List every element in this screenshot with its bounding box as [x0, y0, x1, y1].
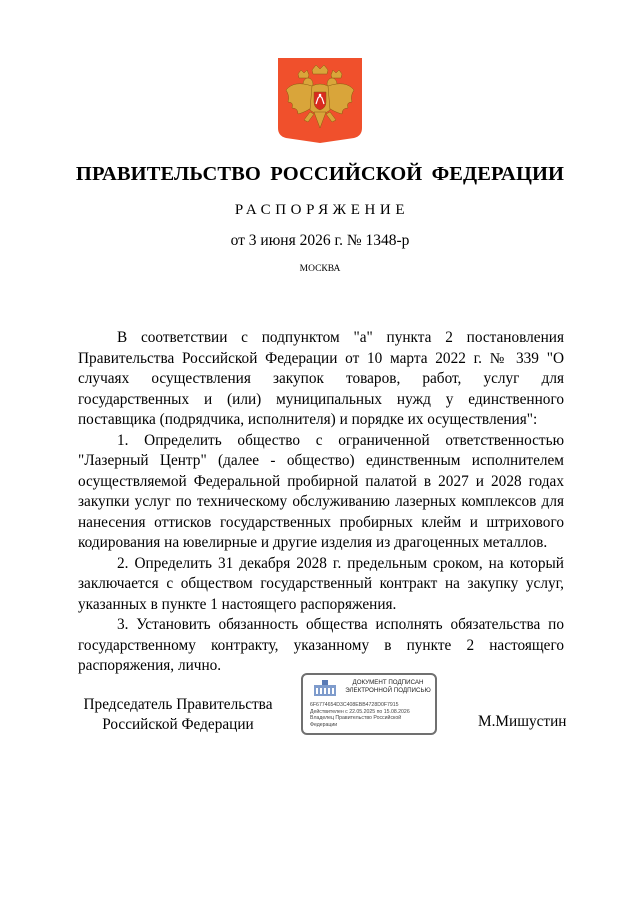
signatory-position — [78, 695, 278, 735]
stamp-validity: Действителен с 22.05.2025 по 15.08.2026 — [310, 708, 410, 715]
preamble-paragraph: В соответствии с подпунктом "а" пункта 2 постановления Правительства Российской Федерации от 10 марта 2022 г. № 339 "О случаях осуществления закупок товаров, работ, услуг для государственных и (или) муниципальных нужд у единственного поставщика (подрядчика, исполнителя) и порядке их осуществления": — [78, 329, 564, 428]
coat-of-arms-icon — [276, 56, 364, 144]
stamp-title-line1: ДОКУМЕНТ ПОДПИСАН — [352, 679, 424, 686]
clause-2-paragraph: 2. Определить 31 декабря 2028 г. предельным сроком, на который заключается с обществом государственный контракт на закупку услуг, указанных в пункте 1 настоящего распоряжения. — [78, 554, 564, 613]
stamp-owner-line1: Владелец Правительство Российской — [310, 715, 402, 722]
document-date-number: от 3 июня 2026 г. № 1348-р — [230, 232, 410, 249]
document-city: МОСКВА — [299, 264, 341, 274]
stamp-details — [310, 702, 436, 728]
clause-1-paragraph: 1. Определить общество с ограниченной ответственностью "Лазерный Центр" (далее - общество) единственным исполнителем осуществляемой Федеральной пробирной палатой в 2027 и 2028 годах закупки услуг по техническому обслуживанию лазерных комплексов для нанесения оттисков государственных пробирных клейм и штрихового кодирования на ювелирные и другие изделия из драгоценных металлов. — [78, 431, 564, 551]
signatory-name: М.Мишустин — [478, 713, 567, 730]
stamp-certificate: 6F6774654D3C408EBB4728D0F7915 — [310, 702, 399, 708]
electronic-signature-stamp — [301, 673, 437, 735]
signatory-position-line1: Председатель Правительства — [83, 696, 273, 713]
clause-3-paragraph: 3. Установить обязанность общества исполнять обязательства по государственному контракту, указанному в пункте 2 настоящего распоряжения, лично. — [78, 616, 564, 674]
government-building-icon — [313, 679, 337, 697]
document-body — [78, 328, 564, 677]
document-type: РАСПОРЯЖЕНИЕ — [234, 202, 410, 218]
stamp-title — [341, 679, 435, 694]
stamp-title-line2: ЭЛЕКТРОННОЙ ПОДПИСЬЮ — [345, 686, 431, 694]
stamp-owner-line2: Федерации — [310, 721, 338, 728]
government-title: ПРАВИТЕЛЬСТВО РОССИЙСКОЙ ФЕДЕРАЦИИ — [75, 163, 565, 185]
signatory-position-line2: Российской Федерации — [102, 716, 254, 733]
